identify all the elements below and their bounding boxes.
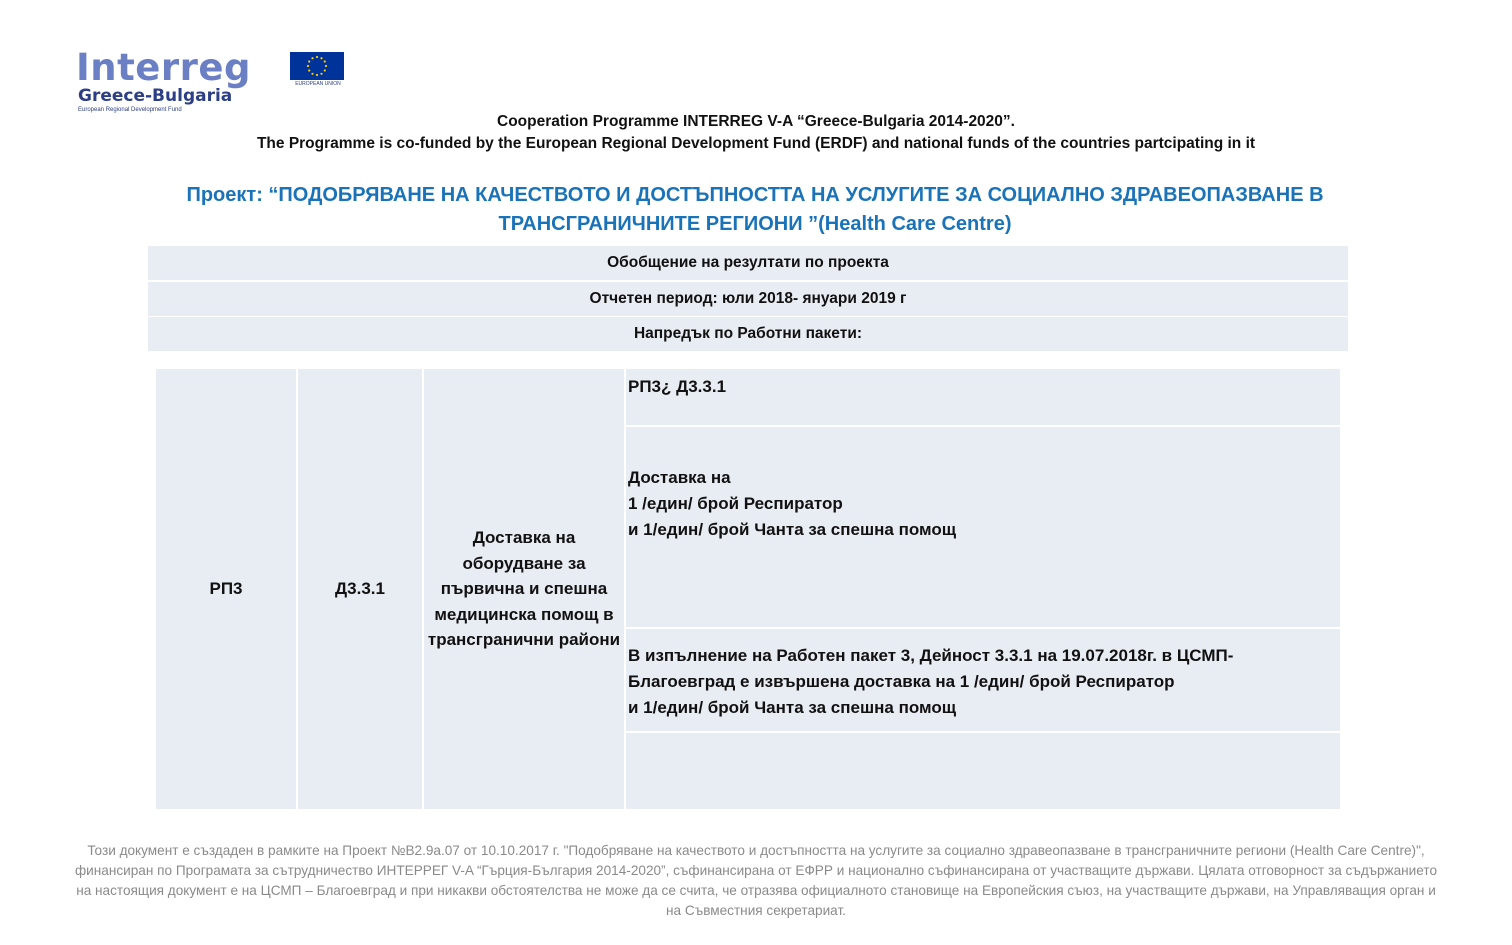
interreg-logo xyxy=(76,48,356,118)
eu-star-icon xyxy=(325,65,327,67)
eu-star-icon xyxy=(320,73,322,75)
summary-table xyxy=(148,246,1348,353)
eu-star-icon xyxy=(324,60,326,62)
eu-flag-icon xyxy=(290,52,344,80)
logo-word: Interreg xyxy=(76,46,251,89)
reporting-period-row: Отчетен период: юли 2018- януари 2019 г xyxy=(148,282,1348,316)
eu-star-icon xyxy=(311,73,313,75)
eu-star-icon xyxy=(324,69,326,71)
eu-star-icon xyxy=(316,74,318,76)
detail-empty-cell xyxy=(626,733,1340,809)
eu-star-icon xyxy=(311,57,313,59)
eu-star-icon xyxy=(316,56,318,58)
activity-description-cell: Доставка на оборудване за първична и спешна медицинска помощ в трансгранични райони xyxy=(424,369,624,809)
detail-execution-cell: В изпълнение на Работен пакет 3, Дейност 3.3.1 на 19.07.2018г. в ЦСМП-Благоевград е извършена доставка на 1 /един/ брой Респиратор и 1/един/ брой Чанта за спешна помощ xyxy=(626,629,1340,731)
eu-star-icon xyxy=(307,65,309,67)
eu-star-icon xyxy=(308,69,310,71)
detail-delivery-cell: Доставка на 1 /един/ брой Респиратор и 1/един/ брой Чанта за спешна помощ xyxy=(626,427,1340,627)
logo-fund-caption: European Regional Development Fund xyxy=(78,107,182,113)
summary-results-row: Обобщение на резултати по проекта xyxy=(148,246,1348,280)
work-package-table xyxy=(156,369,1340,809)
eu-star-icon xyxy=(308,60,310,62)
detail-header-cell: РП3¿ Д3.3.1 xyxy=(626,369,1340,425)
work-packages-progress-row: Напредък по Работни пакети: xyxy=(148,317,1348,351)
programme-line-1: Cooperation Programme INTERREG V-A “Greece-Bulgaria 2014-2020”. xyxy=(497,113,1015,130)
activity-cell: Д3.3.1 xyxy=(298,369,422,809)
disclaimer-footer: Този документ е създаден в рамките на Проект №B2.9a.07 от 10.10.2017 г. "Подобряване на качеството и достъпността на услугите за социално здравеопазване в трансграничните региони (Health Care Centre)", финансиран по Програмата за сътрудничество ИНТЕРРЕГ V-A “Гърция-България 2014-2020”, съфинансирана от ЕФРР и национално съфинансирана от участващите държави. Цялата отговорност за съдържанието на настоящия документ е на ЦСМП – Благоевград и при никакви обстоятелства не може да се счита, че отразява официалното становище на Европейския съюз, на участващите държави, на Управляващия орган и на Съвместния секретариат. xyxy=(74,843,1438,918)
eu-star-icon xyxy=(320,57,322,59)
eu-stars-icon xyxy=(290,52,344,80)
eu-label: EUROPEAN UNION xyxy=(295,81,341,87)
programme-line-2: The Programme is co-funded by the European Regional Development Fund (ERDF) and national funds of the countries partcipating in it xyxy=(256,135,1256,152)
work-package-cell: РП3 xyxy=(156,369,296,809)
logo-subtitle: Greece-Bulgaria xyxy=(78,86,233,106)
project-title: Проект: “ПОДОБРЯВАНЕ НА КАЧЕСТВОТО И ДОСТЪПНОСТТА НА УСЛУГИТЕ ЗА СОЦИАЛНО ЗДРАВЕОПАЗВАНЕ В ТРАНСГРАНИЧНИТЕ РЕГИОНИ ”(Health Care Centre) xyxy=(186,184,1324,235)
